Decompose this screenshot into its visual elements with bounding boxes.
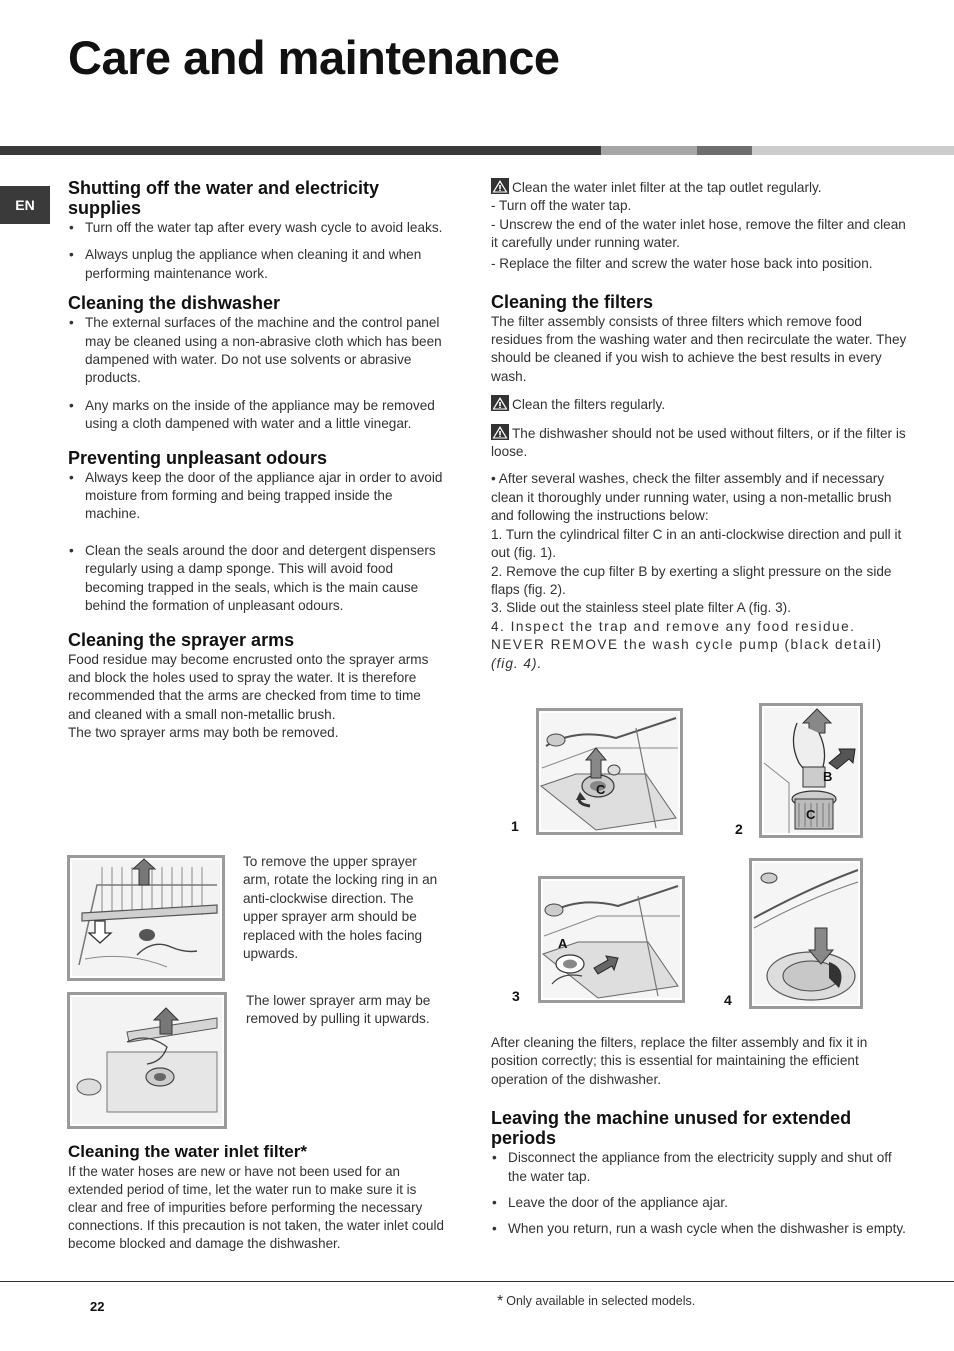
section-heading-filters: Cleaning the filters — [491, 291, 654, 312]
part-label-c: C — [596, 782, 606, 797]
sprayer-paragraph-2: The two sprayer arms may both be removed. — [68, 725, 339, 741]
list-item: • Always unplug the appliance when cleaning it and when performing maintenance work. — [68, 246, 446, 283]
filter-fig-4-illustration — [749, 858, 863, 1009]
section-heading-unused: Leaving the machine unused for extended periods — [491, 1108, 852, 1149]
filter-fig-1-illustration — [536, 708, 683, 835]
figure-number: 4 — [724, 992, 732, 1008]
filters-step-4: 4. Inspect the trap and remove any food residue. — [491, 618, 856, 634]
filters-after-paragraph: After cleaning the filters, replace the filter assembly and fix it in position correctly; this is essential for maintaining the efficient operation of the dishwasher. — [491, 1035, 868, 1087]
section-shutoff — [68, 178, 446, 283]
filters-warning-2 — [491, 424, 911, 462]
header-bar-light — [752, 146, 954, 155]
part-label-a: A — [558, 936, 568, 951]
left-column — [68, 178, 446, 743]
filter-figure-2 — [759, 703, 863, 838]
section-sprayer — [68, 630, 446, 743]
page-title: Care and maintenance — [68, 31, 560, 84]
lower-sprayer-illustration — [67, 992, 227, 1129]
filters-step: 1. Turn the cylindrical filter C in an anti-clockwise direction and pull it out (fig. 1). — [491, 526, 902, 561]
header-bar-mid — [601, 146, 697, 155]
figure-number: 3 — [512, 988, 520, 1004]
list-item: • Clean the seals around the door and detergent dispensers regularly using a damp sponge. This will avoid food becoming trapped in the seals, which is the main cause behind the formation of unpleasant odours. — [68, 542, 446, 616]
filter-figure-4 — [749, 858, 863, 1009]
footnote — [497, 1293, 695, 1311]
sprayer-paragraph: Food residue may become encrusted onto the sprayer arms and block the holes used to spray the water. It is therefore recommended that the arms are checked from time to time and cleaned with a small non-metallic brush. — [68, 651, 429, 722]
list-item: • Any marks on the inside of the appliance may be removed using a cloth dampened with water and a little vinegar. — [68, 397, 446, 434]
list-item: • The external surfaces of the machine and the control panel may be cleaned using a non-abrasive cloth which has been dampened with water. Do not use solvents or abrasive products. — [68, 314, 446, 388]
upper-sprayer-text: To remove the upper sprayer arm, rotate the locking ring in an anti-clockwise direction. The upper sprayer arm should be replaced with the holes facing upwards. — [243, 854, 438, 962]
section-heading-shutoff: Shutting off the water and electricity supplies — [68, 178, 380, 218]
part-label-c: C — [806, 807, 816, 822]
filter-figure-1 — [536, 708, 683, 835]
language-tab: EN — [0, 186, 50, 224]
upper-sprayer-illustration — [67, 855, 225, 981]
footnote-text: Only available in selected models. — [506, 1294, 696, 1308]
filters-step-4-warning: NEVER REMOVE the wash cycle pump (black detail) — [491, 637, 883, 653]
footnote-marker: * — [497, 1293, 504, 1310]
filters-step: • After several washes, check the filter assembly and if necessary clean it thoroughly under running water, using a non-metallic brush and following the instructions below: — [491, 471, 892, 524]
section-cleaning-dishwasher — [68, 293, 446, 433]
filters-step: 3. Slide out the stainless steel plate filter A (fig. 3). — [491, 600, 791, 616]
inlet-step: - Turn off the water tap. — [491, 198, 632, 214]
header-bar-dark — [0, 146, 601, 155]
section-after-cleaning — [491, 1034, 911, 1239]
figure-number: 2 — [735, 821, 743, 837]
list-item: • When you return, run a wash cycle when the dishwasher is empty. — [491, 1220, 911, 1238]
warning-icon — [491, 395, 509, 411]
section-heading-sprayer: Cleaning the sprayer arms — [68, 629, 295, 650]
filters-warning-1-text: Clean the filters regularly. — [512, 397, 666, 413]
section-inlet — [68, 1142, 446, 1253]
filter-figure-3 — [538, 876, 685, 1003]
part-label-b: B — [823, 769, 833, 784]
right-column — [491, 178, 911, 673]
lower-sprayer-figure — [67, 992, 227, 1129]
footer-rule — [0, 1281, 954, 1282]
inlet-warning-text: Clean the water inlet filter at the tap outlet regularly. — [512, 180, 822, 195]
warning-icon — [491, 178, 509, 194]
list-item: • Leave the door of the appliance ajar. — [491, 1194, 911, 1212]
section-heading-odours: Preventing unpleasant odours — [68, 447, 328, 468]
upper-sprayer-figure — [67, 855, 225, 981]
filters-step-4-fig: (fig. 4). — [491, 655, 543, 671]
inlet-step: - Replace the filter and screw the water hose back into position. — [491, 255, 873, 271]
inlet-warning — [491, 178, 911, 197]
lower-sprayer-text: The lower sprayer arm may be removed by pulling it upwards. — [246, 993, 431, 1027]
header-bar-mid-dark — [697, 146, 752, 155]
filters-intro: The filter assembly consists of three filters which remove food residues from the washing water and then recirculate the water. They should be cleaned if you wish to achieve the best results in every wash. — [491, 313, 907, 384]
list-item: • Turn off the water tap after every wash cycle to avoid leaks. — [68, 219, 446, 237]
filters-step: 2. Remove the cup filter B by exerting a slight pressure on the side flaps (fig. 2). — [491, 563, 892, 597]
filters-warning-2-text: The dishwasher should not be used without filters, or if the filter is loose. — [491, 425, 906, 460]
list-item: • Always keep the door of the appliance ajar in order to avoid moisture from forming and being trapped inside the machine. — [68, 469, 446, 524]
section-odours — [68, 448, 446, 616]
filters-warning-1 — [491, 395, 911, 414]
page-number: 22 — [90, 1299, 105, 1314]
section-heading-inlet: Cleaning the water inlet filter* — [68, 1142, 307, 1161]
section-heading-cleaning-dishwasher: Cleaning the dishwasher — [68, 293, 281, 314]
figure-number: 1 — [511, 818, 519, 834]
inlet-paragraph: If the water hoses are new or have not been used for an extended period of time, let the water run to make sure it is clear and free of impurities before performing the necessary connections. If this precaution is not taken, the water inlet could become blocked and damage the dishwasher. — [68, 1164, 444, 1251]
list-item: • Disconnect the appliance from the electricity supply and shut off the water tap. — [491, 1149, 911, 1186]
warning-icon — [491, 424, 509, 440]
inlet-step: - Unscrew the end of the water inlet hose, remove the filter and clean it carefully under running water. — [491, 216, 906, 251]
